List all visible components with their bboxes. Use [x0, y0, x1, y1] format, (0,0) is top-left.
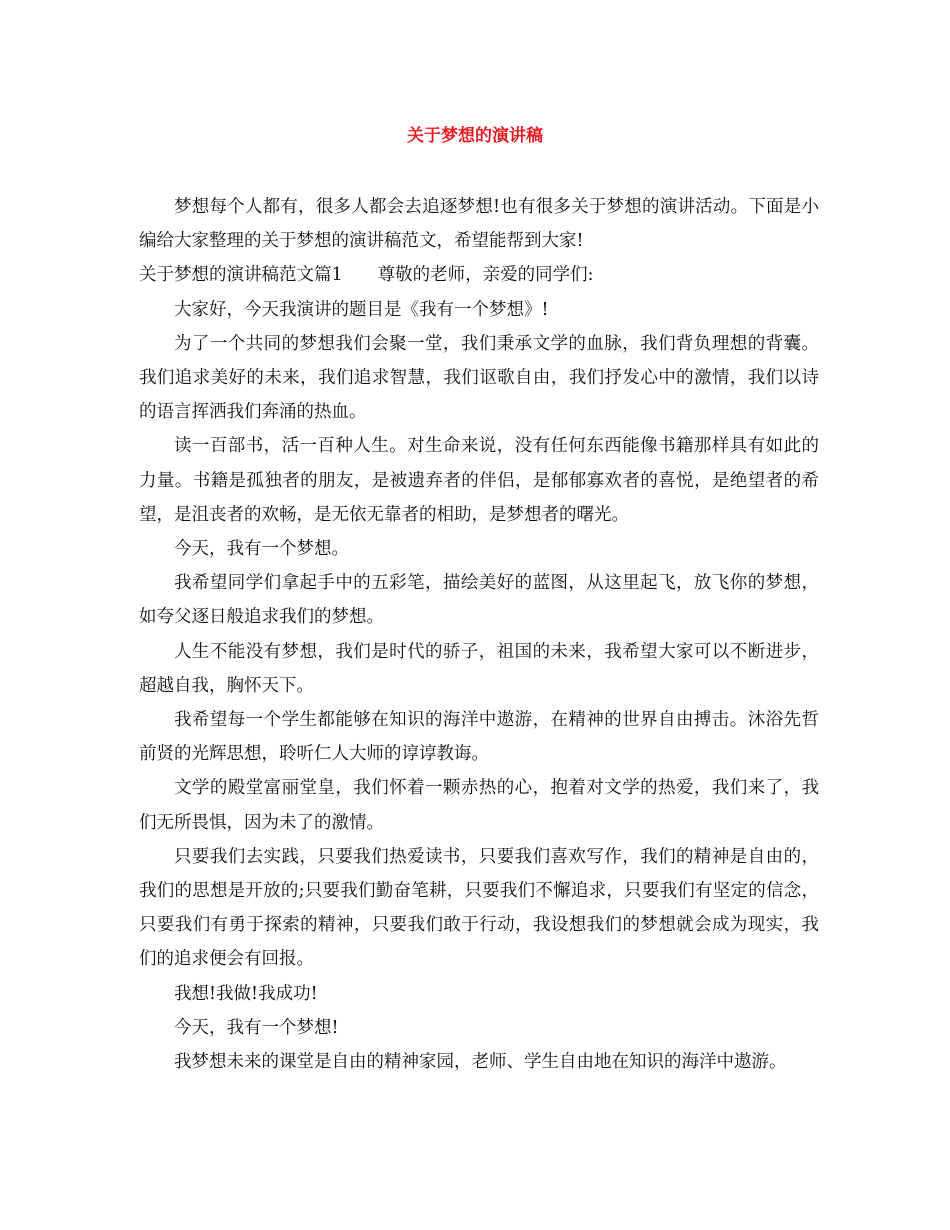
paragraph: 读一百部书，活一百种人生。对生命来说，没有任何东西能像书籍那样具有如此的力量。书籍是孤独者的朋友，是被遗弃者的伴侣，是郁郁寡欢者的喜悦，是绝望者的希望，是沮丧者的欢畅，是无依无靠者的相助，是梦想者的曙光。	[139, 436, 819, 525]
paragraph: 为了一个共同的梦想我们会聚一堂，我们秉承文学的血脉，我们背负理想的背囊。我们追求美好的未来，我们追求智慧，我们讴歌自由，我们抒发心中的激情，我们以诗的语言挥洒我们奔涌的热血。	[139, 333, 819, 423]
document-body	[139, 190, 819, 1079]
document-title: 关于梦想的演讲稿	[407, 126, 543, 146]
paragraph: 我梦想未来的课堂是自由的精神家园，老师、学生自由地在知识的海洋中遨游。	[174, 1052, 787, 1073]
paragraph: 只要我们去实践，只要我们热爱读书，只要我们喜欢写作，我们的精神是自由的，我们的思想是开放的;只要我们勤奋笔耕，只要我们不懈追求，只要我们有坚定的信念，只要我们有勇于探索的精神，只要我们敢于行动，我设想我们的梦想就会成为现实，我们的追求便会有回报。	[139, 846, 819, 970]
paragraph: 我想!我做!我成功!	[174, 983, 318, 1004]
paragraph: 文学的殿堂富丽堂皇，我们怀着一颗赤热的心，抱着对文学的热爱，我们来了，我们无所畏惧，因为未了的激情。	[139, 778, 819, 833]
paragraph: 今天，我有一个梦想!	[174, 1017, 339, 1038]
paragraph-intro: 梦想每个人都有，很多人都会去追逐梦想!也有很多关于梦想的演讲活动。下面是小编给大家整理的关于梦想的演讲稿范文，希望能帮到大家!	[139, 197, 819, 252]
paragraph-greeting: 大家好，今天我演讲的题目是《我有一个梦想》!	[174, 299, 549, 320]
paragraph: 我希望每一个学生都能够在知识的海洋中遨游，在精神的世界自由搏击。沐浴先哲前贤的光辉思想，聆听仁人大师的谆谆教诲。	[139, 710, 819, 765]
paragraph: 今天，我有一个梦想。	[174, 539, 349, 560]
paragraph: 我希望同学们拿起手中的五彩笔，描绘美好的蓝图，从这里起飞，放飞你的梦想，如夸父逐日般追求我们的梦想。	[139, 573, 819, 628]
paragraph-section-heading: 关于梦想的演讲稿范文篇1 尊敬的老师，亲爱的同学们:	[139, 265, 594, 286]
paragraph: 人生不能没有梦想，我们是时代的骄子，祖国的未来，我希望大家可以不断进步，超越自我，胸怀天下。	[139, 641, 819, 696]
